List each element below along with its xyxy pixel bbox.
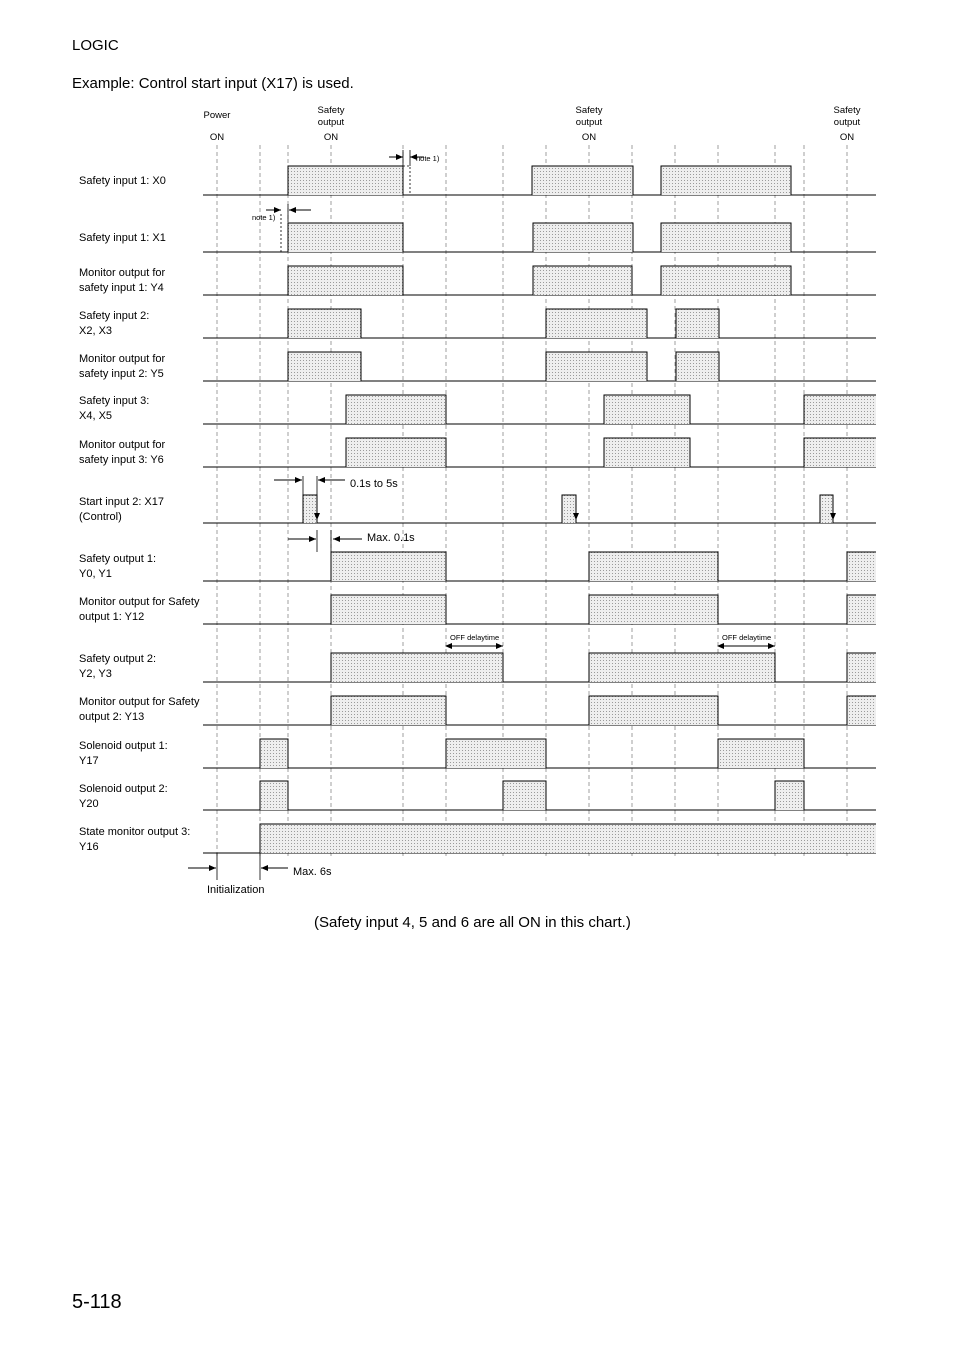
pulse-x1 <box>533 223 633 252</box>
pulse-y5 <box>288 352 361 381</box>
pulse-y20 <box>503 781 546 810</box>
pulse-x0 <box>661 166 791 195</box>
signal-label-x4: Safety input 3: <box>79 395 150 407</box>
signal-label-y16: Y16 <box>79 841 99 853</box>
pulse-y6 <box>346 438 446 467</box>
pulse-y17 <box>446 739 546 768</box>
signal-label-y2: Safety output 2: <box>79 653 157 665</box>
off-delay-label: OFF delaytime <box>722 633 772 642</box>
example-heading: Example: Control start input (X17) is used. <box>72 75 354 92</box>
signal-label-y2: Y2, Y3 <box>79 668 112 680</box>
signal-label-x4: X4, X5 <box>79 410 113 422</box>
pulse-width-label: 0.1s to 5s <box>350 478 398 490</box>
signal-label-y12: Monitor output for Safety <box>79 596 200 608</box>
page-number: 5-118 <box>72 1291 122 1313</box>
note1-label: note 1) <box>416 154 440 163</box>
section-title: LOGIC <box>72 37 119 54</box>
pulse-x0 <box>532 166 633 195</box>
note1-dashed-extension <box>403 166 410 195</box>
pulse-y6 <box>804 438 876 467</box>
initialization-label: Initialization <box>207 884 265 896</box>
event-state-power: ON <box>209 132 225 143</box>
signal-label-x2: X2, X3 <box>79 325 113 337</box>
pulse-x1 <box>661 223 791 252</box>
pulse-y0 <box>331 552 446 581</box>
pulse-y17 <box>260 739 288 768</box>
signal-label-x1: Safety input 1: X1 <box>79 232 166 244</box>
pulse-y13 <box>847 696 876 725</box>
signal-label-y5: safety input 2: Y5 <box>79 368 164 380</box>
signal-label-y4: Monitor output for <box>79 267 166 279</box>
pulse-y5 <box>546 352 647 381</box>
signal-label-x17: (Control) <box>79 511 122 523</box>
pulse-y5 <box>676 352 719 381</box>
pulse-y12 <box>331 595 446 624</box>
pulse-x4 <box>804 395 876 424</box>
signal-label-y12: output 1: Y12 <box>79 611 145 623</box>
pulse-y0 <box>847 552 876 581</box>
pulse-x4 <box>604 395 690 424</box>
pulse-x0 <box>288 166 403 195</box>
signal-label-y4: safety input 1: Y4 <box>79 282 164 294</box>
pulse-x1 <box>288 223 403 252</box>
pulse-y13 <box>589 696 718 725</box>
pulse-y12 <box>847 595 876 624</box>
pulse-x2 <box>288 309 361 338</box>
pulse-y2 <box>847 653 876 682</box>
event-label-so2: output <box>575 117 603 128</box>
signal-label-y13: output 2: Y13 <box>79 711 145 723</box>
signal-label-y0: Safety output 1: <box>79 553 157 565</box>
pulse-y20 <box>260 781 288 810</box>
pulse-y12 <box>589 595 718 624</box>
event-state-so1: ON <box>323 132 339 143</box>
event-state-so2: ON <box>581 132 597 143</box>
off-delay-label: OFF delaytime <box>450 633 500 642</box>
signal-label-x2: Safety input 2: <box>79 310 150 322</box>
signal-label-y17: Solenoid output 1: <box>79 740 168 752</box>
signal-label-x0: Safety input 1: X0 <box>79 175 166 187</box>
chart-footnote: (Safety input 4, 5 and 6 are all ON in this chart.) <box>314 914 631 931</box>
signal-label-y17: Y17 <box>79 755 99 767</box>
pulse-y4 <box>533 266 632 295</box>
event-label-so1: Safety <box>317 105 345 116</box>
pulse-x17 <box>820 495 833 523</box>
pulse-y4 <box>661 266 791 295</box>
event-label-so3: Safety <box>833 105 861 116</box>
init-delay-label: Max. 6s <box>293 866 332 878</box>
signal-label-y6: safety input 3: Y6 <box>79 454 164 466</box>
signal-label-y5: Monitor output for <box>79 353 166 365</box>
pulse-y16 <box>260 824 876 853</box>
signal-label-y20: Y20 <box>79 798 99 810</box>
signal-label-y0: Y0, Y1 <box>79 568 112 580</box>
signal-label-x17: Start input 2: X17 <box>79 496 164 508</box>
event-label-so1: output <box>317 117 345 128</box>
signal-label-y16: State monitor output 3: <box>79 826 191 838</box>
event-label-power: Power <box>203 110 231 121</box>
signal-label-y6: Monitor output for <box>79 439 166 451</box>
event-state-so3: ON <box>839 132 855 143</box>
pulse-y17 <box>718 739 804 768</box>
pulse-x17 <box>303 495 317 523</box>
pulse-x17 <box>562 495 576 523</box>
pulse-y20 <box>775 781 804 810</box>
event-label-so3: output <box>833 117 861 128</box>
pulse-y2 <box>589 653 775 682</box>
note1-label: note 1) <box>252 213 276 222</box>
pulse-x2 <box>676 309 719 338</box>
pulse-y4 <box>288 266 403 295</box>
pulse-y6 <box>604 438 690 467</box>
pulse-y2 <box>331 653 503 682</box>
start-delay-label: Max. 0.1s <box>367 532 415 544</box>
pulse-x2 <box>546 309 647 338</box>
signal-label-y13: Monitor output for Safety <box>79 696 200 708</box>
signal-label-y20: Solenoid output 2: <box>79 783 168 795</box>
pulse-y0 <box>589 552 718 581</box>
event-label-so2: Safety <box>575 105 603 116</box>
pulse-y13 <box>331 696 446 725</box>
pulse-x4 <box>346 395 446 424</box>
